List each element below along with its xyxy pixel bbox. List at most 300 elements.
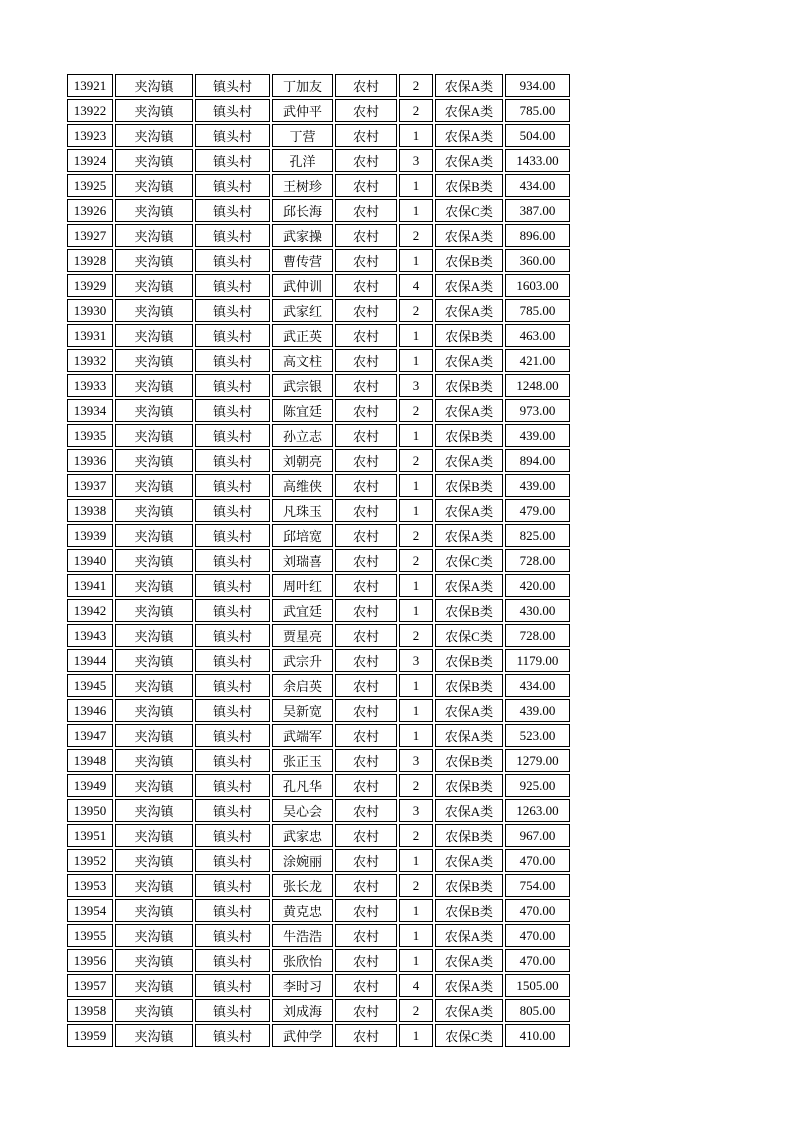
cell-record-id: 13930 (67, 299, 113, 322)
cell-record-id: 13958 (67, 999, 113, 1022)
table-row (67, 974, 570, 997)
cell-amount: 973.00 (505, 399, 570, 422)
cell-residence-type: 农村 (335, 749, 397, 772)
cell-amount: 421.00 (505, 349, 570, 372)
cell-amount: 754.00 (505, 874, 570, 897)
table-row (67, 549, 570, 572)
cell-name: 高维侠 (272, 474, 333, 497)
cell-town: 夹沟镇 (115, 1024, 193, 1047)
cell-residence-type: 农村 (335, 424, 397, 447)
cell-record-id: 13934 (67, 399, 113, 422)
cell-record-id: 13933 (67, 374, 113, 397)
cell-record-id: 13957 (67, 974, 113, 997)
cell-amount: 805.00 (505, 999, 570, 1022)
table-row (67, 574, 570, 597)
cell-insurance-category: 农保B类 (435, 374, 503, 397)
cell-village: 镇头村 (195, 874, 270, 897)
cell-amount: 1179.00 (505, 649, 570, 672)
cell-record-id: 13942 (67, 599, 113, 622)
cell-village: 镇头村 (195, 649, 270, 672)
cell-name: 刘瑞喜 (272, 549, 333, 572)
cell-amount: 479.00 (505, 499, 570, 522)
cell-insurance-category: 农保A类 (435, 399, 503, 422)
cell-amount: 387.00 (505, 199, 570, 222)
cell-insurance-category: 农保B类 (435, 899, 503, 922)
cell-person-count: 1 (399, 174, 433, 197)
cell-town: 夹沟镇 (115, 649, 193, 672)
cell-name: 涂婉丽 (272, 849, 333, 872)
cell-residence-type: 农村 (335, 274, 397, 297)
cell-name: 王树珍 (272, 174, 333, 197)
table-row (67, 399, 570, 422)
cell-residence-type: 农村 (335, 624, 397, 647)
cell-town: 夹沟镇 (115, 599, 193, 622)
table-row (67, 824, 570, 847)
cell-insurance-category: 农保B类 (435, 674, 503, 697)
cell-person-count: 2 (399, 999, 433, 1022)
table-row (67, 99, 570, 122)
cell-village: 镇头村 (195, 124, 270, 147)
cell-village: 镇头村 (195, 724, 270, 747)
cell-town: 夹沟镇 (115, 124, 193, 147)
cell-name: 武宗银 (272, 374, 333, 397)
cell-village: 镇头村 (195, 274, 270, 297)
cell-insurance-category: 农保A类 (435, 449, 503, 472)
cell-amount: 439.00 (505, 699, 570, 722)
cell-amount: 430.00 (505, 599, 570, 622)
cell-residence-type: 农村 (335, 974, 397, 997)
cell-record-id: 13923 (67, 124, 113, 147)
cell-residence-type: 农村 (335, 674, 397, 697)
cell-person-count: 2 (399, 299, 433, 322)
cell-town: 夹沟镇 (115, 274, 193, 297)
cell-name: 丁营 (272, 124, 333, 147)
cell-insurance-category: 农保A类 (435, 299, 503, 322)
cell-person-count: 1 (399, 724, 433, 747)
cell-town: 夹沟镇 (115, 474, 193, 497)
cell-record-id: 13949 (67, 774, 113, 797)
table-row (67, 999, 570, 1022)
cell-record-id: 13950 (67, 799, 113, 822)
cell-town: 夹沟镇 (115, 949, 193, 972)
cell-amount: 894.00 (505, 449, 570, 472)
cell-town: 夹沟镇 (115, 249, 193, 272)
cell-record-id: 13943 (67, 624, 113, 647)
cell-insurance-category: 农保A类 (435, 949, 503, 972)
cell-village: 镇头村 (195, 624, 270, 647)
cell-amount: 470.00 (505, 849, 570, 872)
cell-person-count: 4 (399, 974, 433, 997)
cell-insurance-category: 农保B类 (435, 599, 503, 622)
cell-town: 夹沟镇 (115, 924, 193, 947)
cell-record-id: 13952 (67, 849, 113, 872)
cell-residence-type: 农村 (335, 374, 397, 397)
table-row (67, 724, 570, 747)
cell-amount: 728.00 (505, 624, 570, 647)
table-row (67, 374, 570, 397)
table-row (67, 249, 570, 272)
table-row (67, 149, 570, 172)
cell-name: 武正英 (272, 324, 333, 347)
cell-residence-type: 农村 (335, 524, 397, 547)
cell-insurance-category: 农保B类 (435, 324, 503, 347)
cell-person-count: 1 (399, 124, 433, 147)
cell-name: 武仲学 (272, 1024, 333, 1047)
cell-record-id: 13955 (67, 924, 113, 947)
cell-record-id: 13924 (67, 149, 113, 172)
cell-record-id: 13941 (67, 574, 113, 597)
cell-name: 曹传营 (272, 249, 333, 272)
cell-insurance-category: 农保A类 (435, 699, 503, 722)
cell-name: 武宜廷 (272, 599, 333, 622)
table-row (67, 349, 570, 372)
cell-person-count: 1 (399, 249, 433, 272)
cell-record-id: 13946 (67, 699, 113, 722)
cell-record-id: 13948 (67, 749, 113, 772)
cell-insurance-category: 农保A类 (435, 799, 503, 822)
cell-town: 夹沟镇 (115, 174, 193, 197)
cell-village: 镇头村 (195, 1024, 270, 1047)
cell-village: 镇头村 (195, 974, 270, 997)
cell-village: 镇头村 (195, 899, 270, 922)
cell-residence-type: 农村 (335, 574, 397, 597)
cell-village: 镇头村 (195, 174, 270, 197)
cell-amount: 1279.00 (505, 749, 570, 772)
table-row (67, 324, 570, 347)
cell-insurance-category: 农保B类 (435, 874, 503, 897)
cell-village: 镇头村 (195, 449, 270, 472)
cell-amount: 410.00 (505, 1024, 570, 1047)
table-row (67, 799, 570, 822)
cell-residence-type: 农村 (335, 249, 397, 272)
cell-name: 张长龙 (272, 874, 333, 897)
table-row (67, 924, 570, 947)
cell-village: 镇头村 (195, 749, 270, 772)
cell-town: 夹沟镇 (115, 374, 193, 397)
cell-amount: 925.00 (505, 774, 570, 797)
cell-residence-type: 农村 (335, 149, 397, 172)
cell-amount: 1603.00 (505, 274, 570, 297)
cell-residence-type: 农村 (335, 999, 397, 1022)
cell-village: 镇头村 (195, 424, 270, 447)
cell-name: 武家操 (272, 224, 333, 247)
cell-insurance-category: 农保A类 (435, 349, 503, 372)
cell-amount: 434.00 (505, 674, 570, 697)
cell-person-count: 4 (399, 274, 433, 297)
cell-insurance-category: 农保A类 (435, 274, 503, 297)
cell-person-count: 3 (399, 649, 433, 672)
cell-residence-type: 农村 (335, 699, 397, 722)
cell-town: 夹沟镇 (115, 549, 193, 572)
cell-name: 刘朝亮 (272, 449, 333, 472)
cell-village: 镇头村 (195, 599, 270, 622)
table-row (67, 674, 570, 697)
cell-insurance-category: 农保B类 (435, 474, 503, 497)
cell-person-count: 3 (399, 799, 433, 822)
cell-village: 镇头村 (195, 74, 270, 97)
cell-town: 夹沟镇 (115, 574, 193, 597)
cell-residence-type: 农村 (335, 174, 397, 197)
cell-town: 夹沟镇 (115, 299, 193, 322)
cell-record-id: 13954 (67, 899, 113, 922)
cell-residence-type: 农村 (335, 849, 397, 872)
cell-name: 吴新宽 (272, 699, 333, 722)
cell-name: 邱培宽 (272, 524, 333, 547)
cell-amount: 1433.00 (505, 149, 570, 172)
cell-person-count: 2 (399, 874, 433, 897)
cell-town: 夹沟镇 (115, 724, 193, 747)
cell-residence-type: 农村 (335, 874, 397, 897)
cell-person-count: 1 (399, 424, 433, 447)
cell-town: 夹沟镇 (115, 224, 193, 247)
cell-person-count: 1 (399, 349, 433, 372)
cell-insurance-category: 农保B类 (435, 649, 503, 672)
cell-record-id: 13931 (67, 324, 113, 347)
cell-residence-type: 农村 (335, 99, 397, 122)
cell-village: 镇头村 (195, 674, 270, 697)
cell-insurance-category: 农保A类 (435, 574, 503, 597)
cell-name: 刘成海 (272, 999, 333, 1022)
cell-village: 镇头村 (195, 99, 270, 122)
table-row (67, 624, 570, 647)
cell-residence-type: 农村 (335, 324, 397, 347)
cell-person-count: 3 (399, 374, 433, 397)
cell-residence-type: 农村 (335, 124, 397, 147)
cell-name: 邱长海 (272, 199, 333, 222)
cell-amount: 420.00 (505, 574, 570, 597)
cell-name: 丁加友 (272, 74, 333, 97)
cell-person-count: 1 (399, 924, 433, 947)
cell-person-count: 2 (399, 399, 433, 422)
cell-insurance-category: 农保A类 (435, 99, 503, 122)
table-row (67, 499, 570, 522)
cell-name: 陈宜廷 (272, 399, 333, 422)
cell-village: 镇头村 (195, 549, 270, 572)
cell-name: 武家忠 (272, 824, 333, 847)
cell-person-count: 1 (399, 324, 433, 347)
cell-town: 夹沟镇 (115, 524, 193, 547)
cell-insurance-category: 农保C类 (435, 549, 503, 572)
cell-residence-type: 农村 (335, 824, 397, 847)
cell-person-count: 1 (399, 474, 433, 497)
cell-amount: 523.00 (505, 724, 570, 747)
cell-amount: 934.00 (505, 74, 570, 97)
cell-name: 孙立志 (272, 424, 333, 447)
cell-insurance-category: 农保A类 (435, 124, 503, 147)
cell-town: 夹沟镇 (115, 624, 193, 647)
cell-insurance-category: 农保B类 (435, 174, 503, 197)
cell-residence-type: 农村 (335, 949, 397, 972)
cell-person-count: 2 (399, 224, 433, 247)
cell-village: 镇头村 (195, 199, 270, 222)
cell-amount: 439.00 (505, 474, 570, 497)
cell-town: 夹沟镇 (115, 749, 193, 772)
table-row (67, 749, 570, 772)
cell-village: 镇头村 (195, 299, 270, 322)
cell-amount: 470.00 (505, 924, 570, 947)
cell-village: 镇头村 (195, 524, 270, 547)
cell-person-count: 1 (399, 599, 433, 622)
cell-amount: 785.00 (505, 99, 570, 122)
cell-village: 镇头村 (195, 774, 270, 797)
table-row (67, 874, 570, 897)
cell-name: 余启英 (272, 674, 333, 697)
cell-village: 镇头村 (195, 699, 270, 722)
cell-person-count: 2 (399, 449, 433, 472)
cell-town: 夹沟镇 (115, 199, 193, 222)
cell-person-count: 1 (399, 849, 433, 872)
cell-record-id: 13956 (67, 949, 113, 972)
cell-amount: 470.00 (505, 949, 570, 972)
cell-residence-type: 农村 (335, 349, 397, 372)
cell-person-count: 1 (399, 574, 433, 597)
cell-village: 镇头村 (195, 399, 270, 422)
cell-insurance-category: 农保A类 (435, 499, 503, 522)
cell-insurance-category: 农保B类 (435, 824, 503, 847)
cell-town: 夹沟镇 (115, 699, 193, 722)
cell-record-id: 13928 (67, 249, 113, 272)
cell-amount: 470.00 (505, 899, 570, 922)
cell-residence-type: 农村 (335, 224, 397, 247)
cell-amount: 360.00 (505, 249, 570, 272)
cell-amount: 825.00 (505, 524, 570, 547)
cell-record-id: 13938 (67, 499, 113, 522)
cell-town: 夹沟镇 (115, 799, 193, 822)
table-row (67, 124, 570, 147)
cell-village: 镇头村 (195, 474, 270, 497)
cell-insurance-category: 农保B类 (435, 424, 503, 447)
cell-amount: 463.00 (505, 324, 570, 347)
cell-village: 镇头村 (195, 224, 270, 247)
cell-name: 张正玉 (272, 749, 333, 772)
cell-record-id: 13937 (67, 474, 113, 497)
cell-village: 镇头村 (195, 824, 270, 847)
table-row (67, 699, 570, 722)
cell-person-count: 1 (399, 674, 433, 697)
cell-village: 镇头村 (195, 799, 270, 822)
cell-person-count: 2 (399, 74, 433, 97)
table-row (67, 649, 570, 672)
cell-village: 镇头村 (195, 149, 270, 172)
cell-amount: 785.00 (505, 299, 570, 322)
cell-town: 夹沟镇 (115, 899, 193, 922)
cell-insurance-category: 农保C类 (435, 624, 503, 647)
cell-village: 镇头村 (195, 924, 270, 947)
cell-record-id: 13940 (67, 549, 113, 572)
cell-name: 牛浩浩 (272, 924, 333, 947)
cell-amount: 1505.00 (505, 974, 570, 997)
cell-person-count: 3 (399, 149, 433, 172)
cell-residence-type: 农村 (335, 299, 397, 322)
cell-residence-type: 农村 (335, 499, 397, 522)
cell-amount: 434.00 (505, 174, 570, 197)
cell-town: 夹沟镇 (115, 874, 193, 897)
cell-name: 武仲训 (272, 274, 333, 297)
cell-insurance-category: 农保B类 (435, 774, 503, 797)
cell-person-count: 1 (399, 899, 433, 922)
table-row (67, 299, 570, 322)
cell-insurance-category: 农保B类 (435, 749, 503, 772)
cell-residence-type: 农村 (335, 774, 397, 797)
cell-insurance-category: 农保A类 (435, 524, 503, 547)
table-row (67, 849, 570, 872)
cell-person-count: 2 (399, 624, 433, 647)
cell-town: 夹沟镇 (115, 149, 193, 172)
cell-residence-type: 农村 (335, 599, 397, 622)
table-row (67, 899, 570, 922)
table-row (67, 449, 570, 472)
table-row (67, 274, 570, 297)
cell-amount: 439.00 (505, 424, 570, 447)
cell-record-id: 13953 (67, 874, 113, 897)
cell-record-id: 13927 (67, 224, 113, 247)
cell-town: 夹沟镇 (115, 774, 193, 797)
cell-insurance-category: 农保A类 (435, 224, 503, 247)
cell-record-id: 13951 (67, 824, 113, 847)
cell-residence-type: 农村 (335, 799, 397, 822)
cell-village: 镇头村 (195, 374, 270, 397)
cell-person-count: 2 (399, 524, 433, 547)
records-table (65, 72, 572, 1049)
cell-insurance-category: 农保C类 (435, 199, 503, 222)
cell-person-count: 1 (399, 1024, 433, 1047)
cell-person-count: 2 (399, 824, 433, 847)
cell-town: 夹沟镇 (115, 974, 193, 997)
cell-record-id: 13921 (67, 74, 113, 97)
cell-residence-type: 农村 (335, 724, 397, 747)
cell-name: 李时习 (272, 974, 333, 997)
cell-amount: 728.00 (505, 549, 570, 572)
cell-village: 镇头村 (195, 499, 270, 522)
table-row (67, 424, 570, 447)
cell-name: 周叶红 (272, 574, 333, 597)
cell-residence-type: 农村 (335, 449, 397, 472)
cell-record-id: 13959 (67, 1024, 113, 1047)
cell-insurance-category: 农保A类 (435, 974, 503, 997)
cell-person-count: 2 (399, 774, 433, 797)
cell-village: 镇头村 (195, 249, 270, 272)
cell-residence-type: 农村 (335, 1024, 397, 1047)
table-row (67, 199, 570, 222)
table-row (67, 1024, 570, 1047)
cell-town: 夹沟镇 (115, 674, 193, 697)
records-table-body (67, 74, 570, 1047)
cell-name: 张欣怡 (272, 949, 333, 972)
cell-name: 武宗升 (272, 649, 333, 672)
cell-town: 夹沟镇 (115, 324, 193, 347)
cell-name: 高文柱 (272, 349, 333, 372)
cell-town: 夹沟镇 (115, 349, 193, 372)
cell-name: 孔凡华 (272, 774, 333, 797)
cell-person-count: 2 (399, 99, 433, 122)
cell-town: 夹沟镇 (115, 99, 193, 122)
cell-residence-type: 农村 (335, 399, 397, 422)
cell-record-id: 13926 (67, 199, 113, 222)
cell-residence-type: 农村 (335, 549, 397, 572)
cell-person-count: 1 (399, 499, 433, 522)
cell-insurance-category: 农保A类 (435, 849, 503, 872)
cell-person-count: 1 (399, 699, 433, 722)
cell-amount: 1263.00 (505, 799, 570, 822)
cell-insurance-category: 农保A类 (435, 924, 503, 947)
cell-name: 贾星亮 (272, 624, 333, 647)
cell-town: 夹沟镇 (115, 824, 193, 847)
cell-village: 镇头村 (195, 324, 270, 347)
table-row (67, 774, 570, 797)
cell-person-count: 1 (399, 949, 433, 972)
cell-record-id: 13939 (67, 524, 113, 547)
cell-village: 镇头村 (195, 949, 270, 972)
